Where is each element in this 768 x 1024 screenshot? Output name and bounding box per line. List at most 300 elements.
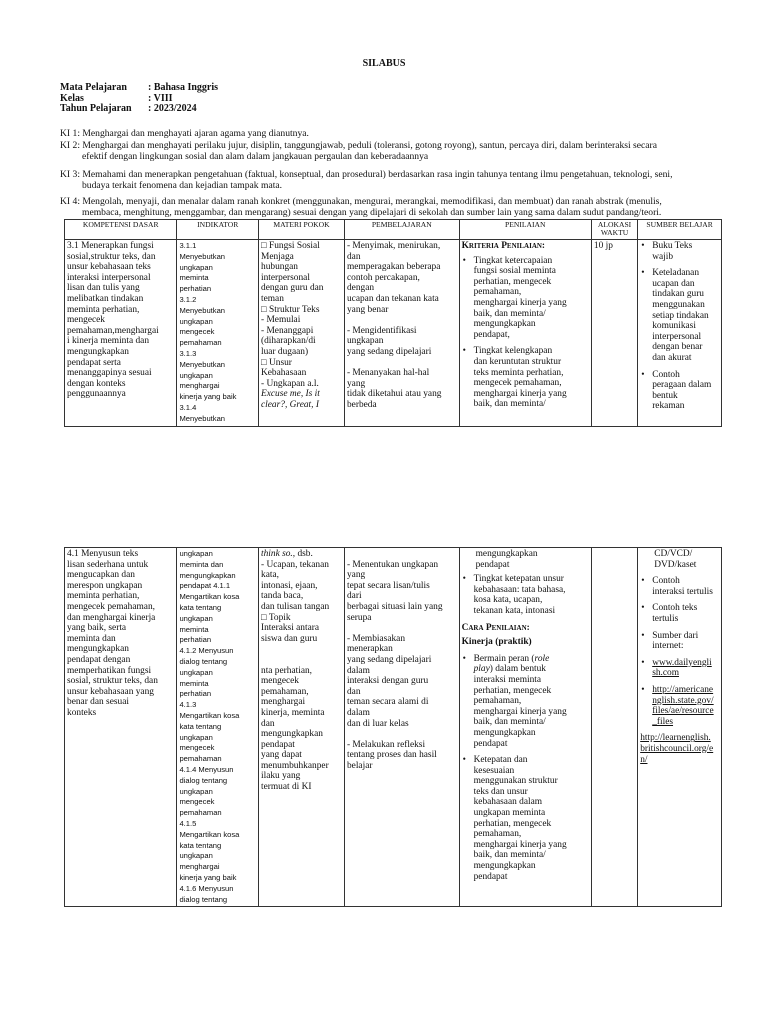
- text-line: komunikasi: [652, 321, 696, 332]
- text-line: hubungan: [261, 262, 298, 273]
- text-line: dan: [346, 251, 361, 262]
- text-line: 3.1 Menerapkan fungsi: [67, 241, 154, 251]
- text-line: ucapan dan tekanan kata: [346, 293, 439, 304]
- text-line: - Ungkapan a.l.: [261, 378, 319, 389]
- text-line: perhatian: [179, 635, 212, 645]
- bullet-item: [640, 603, 719, 624]
- bullet-second-line: [474, 664, 589, 675]
- ki-2-line: KI 2: Menghargai dan menghayati perilaku jujur, disiplin, tanggungjawab, peduli (toleransi, gotong royong), santun, percaya diri, dalam berinteraksi secara: [60, 140, 658, 151]
- text-line: pemahaman: [179, 754, 222, 764]
- text-line: dialog tentang: [179, 656, 228, 666]
- text-line: perhatian, mengecek: [473, 276, 552, 287]
- text-line: rekaman: [652, 401, 685, 412]
- text-line: 4.1.3: [179, 700, 197, 710]
- text-line: meminta perhatian,: [67, 304, 140, 315]
- text-line: merespon ungkapan: [67, 580, 143, 591]
- text-line: siswa dan guru: [261, 633, 318, 644]
- document-title: SILABUS: [362, 58, 406, 69]
- text-line: menggunakan struktur: [473, 776, 558, 787]
- meta-row: [60, 104, 218, 115]
- text-line: Excuse me, Is it: [261, 389, 320, 400]
- materi-cell: [259, 240, 345, 427]
- text-line: menghargai kinerja yang: [473, 839, 567, 850]
- text-line: [347, 623, 457, 634]
- text-line: 4.1.2 Menyusun: [179, 646, 234, 656]
- text-line: menanggapinya sesuai: [67, 368, 152, 379]
- text-line: dengan benar: [652, 342, 703, 353]
- text-line: • Contoh: [652, 369, 680, 380]
- text-line: teman: [261, 293, 284, 304]
- text-line: • Contoh: [652, 576, 680, 587]
- text-line: menghargai kinerja yang: [473, 706, 567, 717]
- penilaian-continued: [462, 549, 589, 570]
- text-line: dan: [346, 686, 361, 697]
- text-line: pendapat: [475, 559, 510, 570]
- syllabus-table-page1: [64, 219, 722, 427]
- kd-cell: [65, 240, 177, 427]
- text-line: 3.1.2: [179, 294, 197, 304]
- text-line: • Tingkat ketercapaian: [473, 255, 553, 266]
- text-line: pendapat: [473, 871, 508, 882]
- text-line: [261, 644, 342, 655]
- syllabus-table-page2: [64, 547, 722, 907]
- pembelajaran-cell: [344, 240, 459, 427]
- text-line: - Menentukan ungkapan: [346, 559, 439, 570]
- text-line: 3.1.4: [179, 402, 197, 412]
- bullet-item: [462, 256, 589, 341]
- text-line: baik, dan meminta/: [473, 308, 546, 319]
- text-line: teman secara alami di: [346, 697, 429, 708]
- text-line: Menyebutkan: [179, 413, 226, 423]
- text-line: meminta dan: [67, 633, 116, 644]
- text-line: yang sedang dipelajari: [346, 654, 432, 665]
- text-line: Menyebutkan: [179, 251, 226, 261]
- text-line: kinerja, meminta: [261, 707, 325, 718]
- header-sumber-belajar: SUMBER BELAJAR: [638, 220, 722, 240]
- materi-cell: [259, 548, 345, 907]
- alokasi-cell: [591, 548, 637, 907]
- text-line: □ Unsur: [261, 357, 292, 368]
- text-line: _files: [652, 716, 674, 727]
- text-line: - Mengidentifikasi: [346, 325, 417, 336]
- text-line: pendapat dengan: [67, 654, 131, 665]
- text-line: tekanan kata, intonasi: [473, 605, 556, 616]
- link-dailyenglish[interactable]: [640, 658, 719, 679]
- text-line: pendapat 4.1.1: [179, 581, 231, 591]
- penilaian-bullets: [462, 256, 589, 410]
- text-line: dengan guru dan: [261, 283, 324, 294]
- text-line: □ Struktur Teks: [261, 304, 320, 315]
- text-line: yang baik, serta: [67, 623, 127, 634]
- text-line: yang: [346, 378, 366, 389]
- text-line: 4.1 Menyusun teks: [67, 549, 139, 559]
- text-line: unsur kebahasaan yang: [67, 686, 154, 697]
- text-line: britishcouncil.org/e: [640, 743, 714, 754]
- pembelajaran-cell: [344, 548, 459, 907]
- bullet-item: [640, 631, 719, 652]
- text-line: CD/VCD/: [654, 549, 693, 559]
- text-line: pemahaman,: [473, 696, 522, 707]
- text-line: luar dugaan): [261, 346, 309, 357]
- text-line: tepat secara lisan/tulis: [346, 580, 430, 591]
- kinerja-heading: Kinerja (praktik): [461, 637, 532, 648]
- text-line: lisan dan tulis yang: [67, 283, 140, 294]
- text-line: baik, dan meminta/: [473, 717, 546, 728]
- text-line: • Tingkat kelengkapan: [473, 346, 553, 357]
- text-line: pemahaman,: [473, 829, 522, 840]
- text-line: Kebahasaan: [261, 368, 307, 379]
- text-line: mengungkapkan: [473, 727, 536, 738]
- text-line: dengan: [346, 283, 375, 294]
- text-line: • Tingkat ketepatan unsur: [473, 574, 564, 585]
- text-line: meminta: [179, 624, 209, 634]
- text-line: dan akurat: [652, 352, 692, 363]
- text-line: ungkapan: [179, 786, 213, 796]
- text-line: bentuk: [652, 390, 678, 401]
- text-line: sh.com: [652, 668, 680, 679]
- text-line: - Membiasakan: [346, 633, 406, 644]
- text-line: interpersonal: [652, 331, 702, 342]
- text-line: peragaan dalam: [652, 380, 712, 391]
- ki-2-line: efektif dengan lingkungan sosial dan alam dalam jangkauan pergaulan dan keberadaannya: [82, 151, 429, 162]
- text-line: menghargai kinerja yang: [473, 388, 567, 399]
- text-line: kata tentang: [179, 840, 222, 850]
- text-line: teks meminta perhatian,: [473, 367, 564, 378]
- text-line: tentang proses dan hasil: [346, 750, 437, 761]
- text-line: menggunakan: [652, 299, 705, 310]
- text-line: meminta dan: [179, 559, 224, 569]
- text-line: mengungkapkan: [67, 346, 129, 357]
- text-line: 4.1.6 Menyusun: [179, 883, 234, 893]
- text-line: ungkapan: [179, 732, 213, 742]
- link-britishcouncil[interactable]: [640, 733, 719, 765]
- penilaian-bullet: [462, 574, 589, 616]
- text-line: kesesuaian: [473, 765, 515, 776]
- text-line: pemahaman,: [473, 287, 522, 298]
- text-line: Menjaga: [261, 251, 294, 262]
- text-line: unsur kebahasaan teks: [67, 262, 151, 273]
- text-line: ungkapan: [179, 549, 213, 558]
- cara-penilaian-heading: Cara Penilaian:: [461, 622, 530, 633]
- header-kompetensi-dasar: KOMPETENSI DASAR: [65, 220, 177, 240]
- text-line: mengecek pemahaman,: [67, 601, 155, 612]
- bullet-item: [640, 268, 719, 363]
- sumber-bullets: [640, 241, 719, 412]
- text-line: kebahasaan: tata bahasa,: [473, 584, 566, 595]
- text-line: files/ae/resource: [652, 706, 714, 717]
- text-line: [347, 549, 457, 560]
- text-line: [347, 729, 457, 740]
- text-line: kinerja yang baik: [179, 872, 237, 882]
- sumber-continued: [640, 549, 719, 570]
- text-line: serupa: [346, 612, 372, 623]
- text-line: yang: [346, 570, 366, 581]
- text-line: berbeda: [346, 399, 377, 410]
- sumber-bullets: [640, 576, 719, 652]
- text-line: lisan sederhana untuk: [67, 559, 149, 570]
- text-line: mengecek: [67, 315, 105, 326]
- text-line: Menyebutkan: [179, 305, 226, 315]
- text-line: dalam: [346, 665, 370, 676]
- materi-text: dsb.: [295, 549, 313, 559]
- ki-4-line: membaca, menghitung, menggambar, dan mengarang) sesuai dengan yang dipelajari di sekolah dan sumber lain yang sama dalam sudut pandang/teori.: [82, 207, 662, 218]
- text-line: Interaksi antara: [261, 623, 320, 634]
- text-line: http://learnenglish.: [640, 733, 711, 744]
- text-line: interaksi meminta: [473, 674, 542, 685]
- text-line: kata tentang: [179, 602, 222, 612]
- text-line: ilaku yang: [261, 771, 301, 782]
- text-line: konteks: [67, 707, 97, 718]
- text-line: n/: [640, 754, 648, 765]
- header-pembelajaran: PEMBELAJARAN: [344, 220, 459, 240]
- materi-lines: [261, 241, 342, 389]
- text-line: memperagakan beberapa: [346, 262, 441, 273]
- link-americanenglish[interactable]: [640, 685, 719, 727]
- ki-3-line: KI 3: Memahami dan menerapkan pengetahuan (faktual, konseptual, dan prosedural) berdasarkan rasa ingin tahunya tentang ilmu pengetahuan, teknologi, seni,: [60, 169, 673, 180]
- text-line: ungkapan: [179, 667, 213, 677]
- text-line: pemahaman,: [261, 686, 309, 697]
- text-line: dan keruntutan struktur: [473, 356, 562, 367]
- text-line: mengecek: [261, 676, 299, 687]
- text-line: - Ucapan, tekanan: [261, 559, 329, 570]
- text-line: mengungkapkan: [473, 319, 536, 330]
- text-line: ungkapan: [179, 316, 213, 326]
- text-line: penggunaannya: [67, 389, 126, 400]
- text-line: nglish.state.gov/: [652, 695, 714, 706]
- text-line: mengecek pemahaman,: [473, 378, 562, 389]
- text-line: fungsi sosial meminta: [473, 266, 556, 277]
- penilaian-cell: [459, 240, 591, 427]
- text-line: pemahaman,menghargai: [67, 325, 159, 336]
- meta-value: : Bahasa Inggris: [148, 82, 219, 93]
- kd-cell: [65, 548, 177, 907]
- text-line: dengan konteks: [67, 378, 126, 389]
- text-line: [347, 358, 457, 369]
- text-line: meminta: [179, 273, 209, 283]
- text-line: pendapat: [473, 738, 508, 749]
- text-line: ungkapan: [179, 613, 213, 623]
- text-line: mengungkapkan: [261, 729, 323, 740]
- text-line: baik, dan meminta/: [473, 850, 546, 861]
- text-line: mengecek: [179, 743, 215, 753]
- text-line: meminta: [179, 678, 209, 688]
- text-line: yang benar: [346, 304, 389, 315]
- text-line: perhatian, mengecek: [473, 685, 552, 696]
- text-line: dialog tentang: [179, 775, 228, 785]
- text-line: pendapat,: [473, 329, 510, 340]
- text-line: kebahasaan dalam: [473, 797, 543, 808]
- text-line: mengungkapkan: [67, 644, 129, 655]
- text-line: - Menanggapi: [261, 325, 314, 336]
- text-line: baik, dan meminta/: [473, 399, 546, 410]
- text-line: dari: [346, 591, 362, 602]
- bullet-item: [640, 370, 719, 412]
- text-line: kosa kata, ucapan,: [473, 595, 543, 606]
- ki-1: KI 1: Menghargai dan menghayati ajaran agama yang dianutnya.: [60, 128, 309, 139]
- header-indikator: INDIKATOR: [177, 220, 259, 240]
- text-line: kinerja yang baik: [179, 392, 237, 402]
- text-line: Mengartikan kosa: [179, 592, 240, 602]
- kriteria-penilaian-heading: Kriteria Penilaian:: [461, 241, 546, 251]
- text-line: wajib: [652, 251, 674, 262]
- text-line: menghargai: [261, 697, 306, 708]
- text-line: perhatian, mengecek: [473, 818, 552, 829]
- penilaian-bullet: [462, 755, 589, 882]
- header-alokasi-line: WAKTU: [600, 228, 629, 237]
- text-line: - Menanyakan hal-hal: [346, 368, 430, 379]
- text-line: Menyebutkan: [179, 359, 226, 369]
- meta-key: Kelas: [60, 92, 84, 104]
- text-line: perhatian: [179, 284, 212, 294]
- ki-2: [60, 140, 725, 162]
- text-line: dialog tentang: [179, 894, 228, 904]
- text-line: mengungkapkan: [475, 549, 538, 559]
- penilaian-bullet: [462, 654, 589, 749]
- text-line: • www.dailyengli: [652, 657, 712, 668]
- text-line: DVD/kaset: [654, 559, 697, 570]
- ki-4-line: KI 4: Mengolah, menyaji, dan menalar dalam ranah konkret (menggunakan, mengurai, merangkai, memodifikasi, dan membuat) dan ranah abstrak (menulis,: [60, 196, 662, 207]
- text-line: yang sedang dipelajari: [346, 346, 432, 357]
- text-line: kata,: [261, 570, 279, 581]
- text-line: • http://americane: [652, 684, 714, 695]
- text-line: i kinerja meminta dan: [67, 336, 150, 347]
- meta-key: Tahun Pelajaran: [60, 103, 132, 114]
- penilaian-cell: [459, 548, 591, 907]
- text-line: dan menghargai kinerja: [67, 612, 156, 623]
- text-line: ungkapan: [179, 370, 213, 380]
- text-line: menumbuhkanper: [261, 760, 329, 771]
- text-line: 4.1.5: [179, 818, 197, 828]
- text-line: nta perhatian,: [261, 665, 313, 676]
- text-line: tanda baca,: [261, 591, 304, 602]
- text-line: ungkapan: [179, 851, 213, 861]
- header-alokasi-line: ALOKASI: [597, 220, 632, 229]
- meta-value: : VIII: [148, 92, 173, 104]
- text-line: dan tulisan tangan: [261, 601, 330, 612]
- text-line: mengungkapkan: [473, 861, 536, 872]
- text-line: menerapkan: [346, 644, 393, 655]
- indikator-cell: [177, 240, 259, 427]
- text-line: tertulis: [652, 613, 679, 624]
- text-line: • Ketepatan dan: [473, 755, 528, 766]
- text-line: interaksi tertulis: [652, 586, 713, 597]
- text-line: 3.1.3: [179, 348, 197, 358]
- bullet-text: Bermain peran (: [473, 653, 535, 664]
- text-line: pemahaman: [179, 338, 222, 348]
- subject-info: [60, 83, 218, 115]
- text-line: [347, 315, 457, 326]
- text-line: clear?, Great, I: [261, 399, 319, 410]
- text-line: dan: [261, 718, 275, 729]
- text-line: melibatkan tindakan: [67, 293, 144, 304]
- text-line: interpersonal: [261, 272, 310, 283]
- text-line: ucapan dan: [652, 278, 695, 289]
- text-line: 4.1.4 Menyusun: [179, 764, 234, 774]
- text-line: yang dapat: [261, 750, 302, 761]
- header-penilaian: PENILAIAN: [459, 220, 591, 240]
- text-line: sosial,struktur teks, dan: [67, 251, 156, 262]
- text-line: mengecek: [179, 797, 215, 807]
- text-line: sosial, struktur teks, dan: [67, 676, 158, 687]
- alokasi-cell: 10 jp: [591, 240, 637, 427]
- text-line: ungkapan meminta: [473, 808, 546, 819]
- text-line: • Contoh teks: [652, 603, 698, 614]
- text-line: memperhatikan fungsi: [67, 665, 152, 676]
- indikator-cell: [177, 548, 259, 907]
- bullet-item: [640, 576, 719, 597]
- text-line: kata tentang: [179, 721, 222, 731]
- sumber-cell: [638, 240, 722, 427]
- text-line: dan di luar kelas: [346, 718, 409, 729]
- text-line: contoh percakapan,: [346, 272, 420, 283]
- bullet-italic: role: [534, 653, 550, 664]
- text-line: (diharapkan/di: [261, 336, 316, 347]
- text-line: menghargai: [179, 381, 220, 391]
- text-line: Mengartikan kosa: [179, 710, 240, 720]
- text-line: • Sumber dari: [652, 630, 699, 641]
- text-line: meminta perhatian,: [67, 591, 140, 602]
- materi-lines: [261, 560, 342, 793]
- text-line: benar dan sesuai: [67, 697, 129, 708]
- ki-3: [60, 169, 725, 191]
- bullet-lines: [474, 675, 589, 749]
- text-line: - Menyimak, menirukan,: [346, 241, 441, 251]
- bullet-item: [640, 241, 719, 262]
- text-line: [261, 655, 342, 666]
- bullet-item: [462, 346, 589, 410]
- materi-italic-lines: [261, 389, 342, 410]
- header-materi-pokok: MATERI POKOK: [259, 220, 345, 240]
- text-line: menghargai: [179, 862, 220, 872]
- text-line: - Melakukan refleksi: [346, 739, 426, 750]
- text-line: □ Fungsi Sosial: [261, 241, 320, 251]
- text-line: teks dan unsur: [473, 786, 528, 797]
- text-line: berbagai situasi lain yang: [346, 601, 443, 612]
- text-line: menghargai kinerja yang: [473, 297, 567, 308]
- ki-3-line: budaya terkait fenomena dan kejadian tampak mata.: [82, 180, 283, 191]
- sumber-cell: [638, 548, 722, 907]
- meta-row: [60, 83, 218, 94]
- text-line: mengecek: [179, 327, 215, 337]
- text-line: □ Topik: [261, 612, 291, 623]
- text-line: • Keteladanan: [652, 268, 700, 279]
- text-line: ungkapan: [346, 336, 384, 347]
- text-line: internet:: [652, 641, 684, 652]
- text-line: intonasi, ejaan,: [261, 580, 318, 591]
- materi-italic-text: think so.,: [261, 549, 296, 559]
- text-line: tindakan guru: [652, 289, 704, 300]
- text-line: mengucapkan dan: [67, 570, 135, 581]
- meta-key: Mata Pelajaran: [60, 82, 127, 93]
- text-line: - Memulai: [261, 315, 301, 326]
- text-line: • Buku Teks: [652, 241, 693, 251]
- text-line: interaksi interpersonal: [67, 272, 151, 283]
- text-line: belajar: [346, 760, 373, 771]
- text-line: perhatian: [179, 689, 212, 699]
- bullet-italic: play: [473, 664, 490, 675]
- text-line: pendapat: [261, 739, 295, 750]
- text-line: tidak diketahui atau yang: [346, 389, 442, 400]
- text-line: 3.1.1: [179, 241, 197, 250]
- text-line: pendapat serta: [67, 357, 121, 368]
- text-line: interaksi dengan guru: [346, 676, 429, 687]
- text-line: pemahaman: [179, 808, 222, 818]
- text-line: termuat di KI: [261, 782, 312, 793]
- bullet-first-line: [474, 654, 589, 665]
- meta-value: : 2023/2024: [148, 103, 197, 114]
- text-line: mengungkapkan: [179, 570, 236, 580]
- text-line: Mengartikan kosa: [179, 829, 240, 839]
